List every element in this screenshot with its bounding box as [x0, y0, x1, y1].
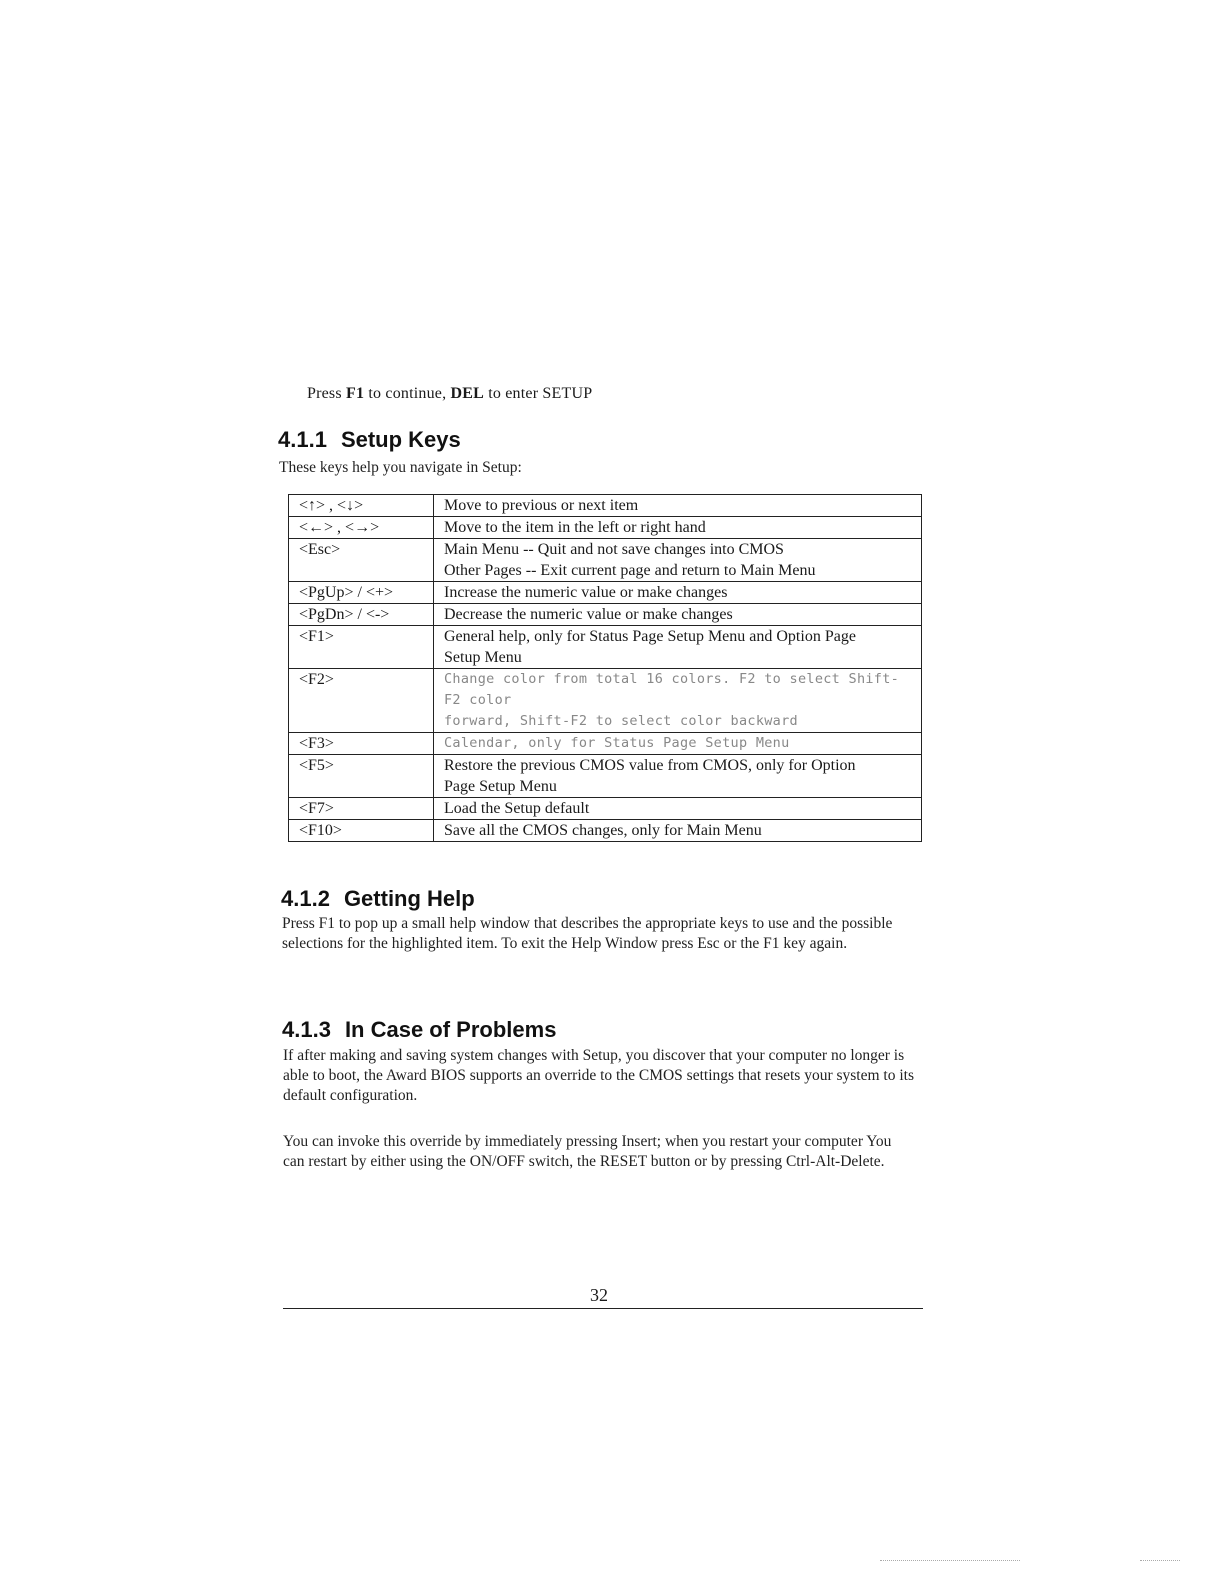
- description-line: Other Pages -- Exit current page and return to Main Menu: [444, 562, 816, 579]
- scan-artifact: [880, 1560, 1020, 1561]
- boot-prompt-key-del: DEL: [450, 385, 485, 402]
- section-heading-getting-help: [281, 886, 475, 912]
- key-cell: <PgDn> / <->: [289, 604, 434, 626]
- description-line: Save all the CMOS changes, only for Main Menu: [444, 822, 762, 839]
- description-line: Restore the previous CMOS value from CMOS, only for Option: [444, 757, 856, 774]
- table-row: [289, 539, 922, 582]
- section-title: In Case of Problems: [344, 1017, 557, 1042]
- key-cell: <F7>: [289, 798, 434, 820]
- table-row: [289, 604, 922, 626]
- description-line: Load the Setup default: [444, 800, 590, 817]
- description-line: Move to previous or next item: [444, 497, 639, 514]
- description-line: General help, only for Status Page Setup Menu and Option Page: [444, 628, 856, 645]
- description-line: forward, Shift-F2 to select color backward: [444, 713, 798, 729]
- table-row: [289, 582, 922, 604]
- description-cell: [434, 582, 922, 604]
- description-line: Increase the numeric value or make changes: [444, 584, 728, 601]
- scan-artifact: [1140, 1560, 1180, 1561]
- key-cell: <↑> , <↓>: [289, 495, 434, 517]
- boot-prompt-text-2: to continue,: [364, 385, 451, 402]
- description-cell: [434, 495, 922, 517]
- setup-keys-table-body: [289, 495, 922, 842]
- boot-prompt-text-1: Press: [307, 385, 346, 402]
- table-row: [289, 820, 922, 842]
- boot-prompt-text-3: to enter SETUP: [484, 385, 593, 402]
- table-row: [289, 626, 922, 669]
- section-heading-setup-keys: [278, 427, 461, 453]
- table-row: [289, 495, 922, 517]
- key-cell: <F3>: [289, 733, 434, 755]
- description-line: Change color from total 16 colors. F2 to select Shift-F2 color: [444, 671, 900, 708]
- setup-keys-table: [288, 494, 922, 842]
- description-cell: [434, 517, 922, 539]
- table-row: [289, 517, 922, 539]
- problems-paragraph-2: You can invoke this override by immediately pressing Insert; when you restart your computer You can restart by either using the ON/OFF switch, the RESET button or by pressing Ctrl-Alt-Delete.: [283, 1133, 892, 1170]
- key-cell: <F2>: [289, 669, 434, 733]
- description-line: Decrease the numeric value or make changes: [444, 606, 733, 623]
- section-title: Setup Keys: [340, 427, 461, 452]
- key-cell: <F1>: [289, 626, 434, 669]
- description-line: Page Setup Menu: [444, 778, 557, 795]
- section-number: 4.1.2: [281, 886, 330, 911]
- description-line: Main Menu -- Quit and not save changes into CMOS: [444, 541, 784, 558]
- description-cell: [434, 733, 922, 755]
- key-cell: <Esc>: [289, 539, 434, 582]
- table-row: [289, 669, 922, 733]
- description-cell: [434, 798, 922, 820]
- table-row: [289, 733, 922, 755]
- setup-keys-intro: These keys help you navigate in Setup:: [279, 459, 522, 476]
- key-cell: <PgUp> / <+>: [289, 582, 434, 604]
- description-cell: [434, 755, 922, 798]
- section-title: Getting Help: [343, 886, 475, 911]
- boot-prompt-key-f1: F1: [345, 385, 365, 402]
- description-line: Move to the item in the left or right hand: [444, 519, 706, 536]
- description-line: Setup Menu: [444, 649, 522, 666]
- description-cell: [434, 820, 922, 842]
- footer-rule: [283, 1308, 923, 1309]
- description-cell: [434, 604, 922, 626]
- description-cell: [434, 669, 922, 733]
- table-row: [289, 755, 922, 798]
- key-cell: <←> , <→>: [289, 517, 434, 539]
- description-cell: [434, 539, 922, 582]
- boot-prompt: [307, 385, 592, 403]
- description-line: Calendar, only for Status Page Setup Menu: [444, 735, 790, 751]
- table-row: [289, 798, 922, 820]
- getting-help-paragraph: Press F1 to pop up a small help window that describes the appropriate keys to use and the possible selections for the highlighted item. To exit the Help Window press Esc or the F1 key again.: [282, 915, 893, 952]
- page-number: 32: [590, 1285, 608, 1305]
- section-number: 4.1.1: [278, 427, 327, 452]
- section-number: 4.1.3: [282, 1017, 331, 1042]
- description-cell: [434, 626, 922, 669]
- key-cell: <F10>: [289, 820, 434, 842]
- key-cell: <F5>: [289, 755, 434, 798]
- problems-paragraph-1: If after making and saving system changes with Setup, you discover that your computer no longer is able to boot, the Award BIOS supports an override to the CMOS settings that resets your system to its default configuration.: [283, 1047, 914, 1104]
- section-heading-problems: [282, 1017, 556, 1043]
